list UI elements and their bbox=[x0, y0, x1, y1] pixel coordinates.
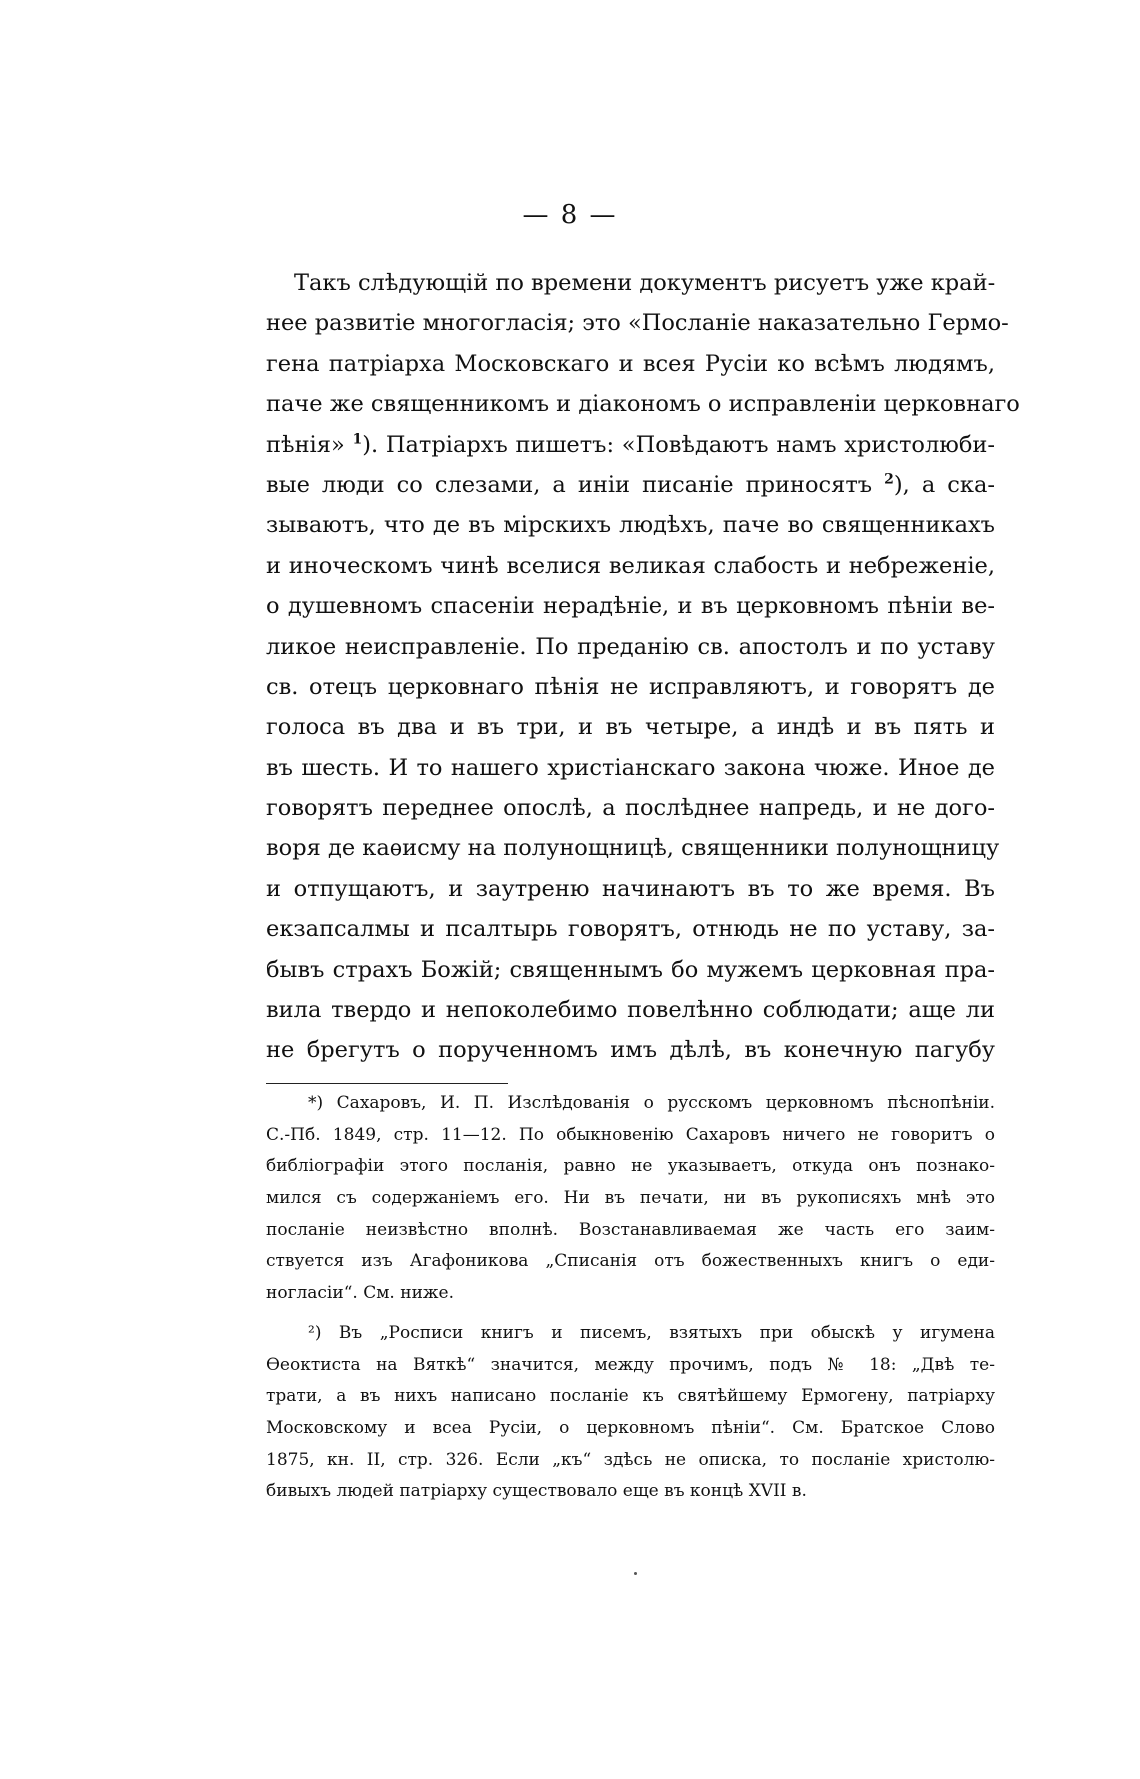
text-line: паче же священникомъ и діакономъ о исправленіи церковнаго bbox=[266, 391, 1020, 418]
footnote-ref-2: 2 bbox=[884, 471, 894, 488]
footnotes bbox=[266, 1088, 995, 1508]
footnote-line: ²) Въ „Росписи книгъ и писемъ, взятыхъ при обыскѣ у игумена bbox=[308, 1322, 995, 1343]
footnote-line: Московскому и всеа Русіи, о церковномъ пѣніи“. См. Братское Слово bbox=[266, 1417, 995, 1438]
footnote-line: посланіе неизвѣстно вполнѣ. Возстанавливаемая же часть его заим- bbox=[266, 1219, 995, 1240]
footnote-gap bbox=[266, 1310, 995, 1318]
page-number: — 8 — bbox=[522, 200, 618, 230]
text-line: не брегутъ о порученномъ имъ дѣлѣ, въ конечную пагубу bbox=[266, 1037, 995, 1064]
text-line: гена патріарха Московскаго и всея Русіи ко всѣмъ людямъ, bbox=[266, 350, 995, 377]
text-line: голоса въ два и въ три, и въ четыре, а индѣ и въ пять и bbox=[266, 714, 995, 741]
text-segment: ). Патріархъ пишетъ: «Повѣдаютъ намъ христолюби- bbox=[362, 431, 995, 458]
footnote-line: С.-Пб. 1849, стр. 11—12. По обыкновенію Сахаровъ ничего не говоритъ о bbox=[266, 1124, 995, 1145]
text-line: вила твердо и непоколебимо повелѣнно соблюдати; аще ли bbox=[266, 997, 995, 1024]
footnote-line: трати, а въ нихъ написано посланіе къ святѣйшему Ермогену, патріарху bbox=[266, 1386, 995, 1407]
text-line bbox=[266, 465, 995, 505]
footnote-line: ствуется изъ Агафоникова „Списанія отъ божественныхъ книгъ о еди- bbox=[266, 1251, 995, 1272]
text-line: Такъ слѣдующій по времени документъ рисуетъ уже край- bbox=[294, 270, 996, 296]
text-line: нее развитіе многогласія; это «Посланіе наказательно Гермо- bbox=[266, 310, 1009, 337]
paper-speck bbox=[634, 1572, 637, 1575]
text-line: въ шесть. И то нашего христіанскаго закона чюже. Иное де bbox=[266, 754, 995, 781]
footnote-1 bbox=[266, 1088, 995, 1310]
text-line: и отпущаютъ, и заутреню начинаютъ въ то же время. Въ bbox=[266, 875, 995, 902]
text-line: о душевномъ спасеніи нерадѣніе, и въ церковномъ пѣніи ве- bbox=[266, 593, 995, 620]
footnote-line: мился съ содержаніемъ его. Ни въ печати, ни въ рукописяхъ мнѣ это bbox=[266, 1188, 995, 1209]
footnote-line: бивыхъ людей патріарху существовало еще въ концѣ XVII в. bbox=[266, 1481, 807, 1502]
text-segment: ), а ска- bbox=[893, 471, 995, 498]
footnote-line: Ѳеоктиста на Вяткѣ“ значится, между прочимъ, подъ № 18: „Двѣ те- bbox=[266, 1354, 995, 1375]
text-line: ликое неисправленіе. По преданію св. апостолъ и по уставу bbox=[266, 633, 995, 660]
footnote-divider bbox=[266, 1083, 508, 1084]
footnote-line: 1875, кн. II, стр. 326. Если „къ“ здѣсь не описка, то посланіе христолю- bbox=[266, 1449, 995, 1470]
text-line: бывъ страхъ Божій; священнымъ бо мужемъ церковная пра- bbox=[266, 956, 995, 983]
text-line bbox=[266, 425, 995, 465]
main-text bbox=[266, 263, 1020, 1071]
text-segment: пѣнія» bbox=[266, 431, 345, 458]
text-segment: вые люди со слезами, а иніи писаніе приносятъ bbox=[266, 471, 873, 498]
footnote-ref-1: 1 bbox=[352, 431, 363, 448]
text-line: и иноческомъ чинѣ вселися великая слабость и небреженіе, bbox=[266, 552, 995, 579]
text-line: зываютъ, что де въ мірскихъ людѣхъ, паче во священникахъ bbox=[266, 512, 995, 539]
footnote-line: ногласіи“. См. ниже. bbox=[266, 1283, 454, 1304]
text-line: св. отецъ церковнаго пѣнія не исправляютъ, и говорятъ де bbox=[266, 673, 995, 700]
footnote-2 bbox=[266, 1318, 995, 1508]
text-line: воря де каѳисму на полунощницѣ, священники полунощницу bbox=[266, 835, 1000, 862]
footnote-line: библіографіи этого посланія, равно не указываетъ, откуда онъ познако- bbox=[266, 1156, 995, 1177]
text-line: говорятъ переднее опослѣ, а послѣднее напредь, и не дого- bbox=[266, 795, 995, 822]
footnote-line: *) Сахаровъ, И. П. Изслѣдованія о русскомъ церковномъ пѣснопѣніи. bbox=[308, 1093, 995, 1113]
text-line: екзапсалмы и псалтырь говорятъ, отнюдь не по уставу, за- bbox=[266, 916, 995, 943]
